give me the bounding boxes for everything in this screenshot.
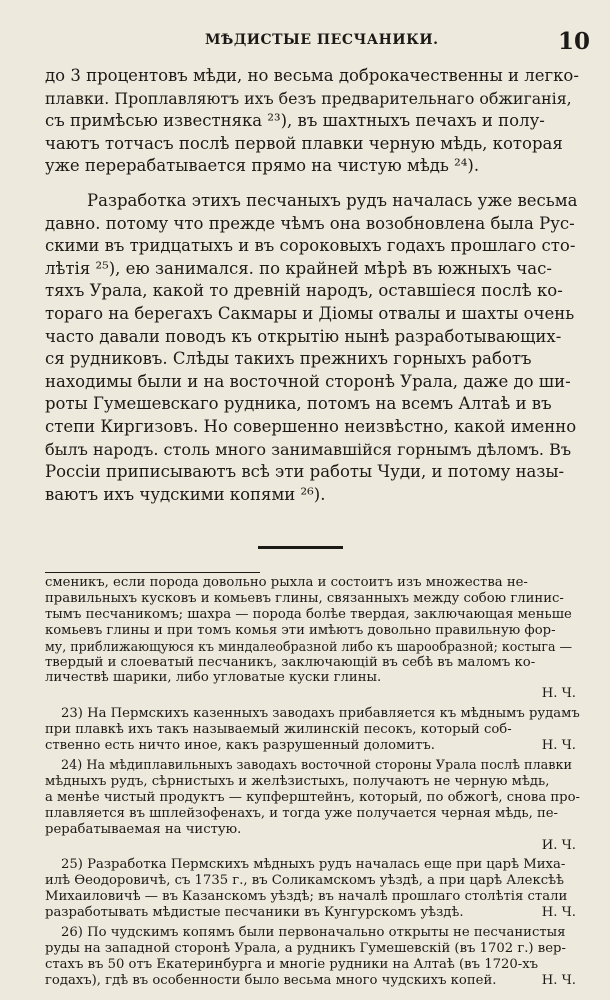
footnote-line: а менѣе чистый продуктъ — купферштейнъ, который, по обжогѣ, снова про- xyxy=(45,789,581,805)
text-line: находимы были и на восточной сторонѣ Урала, даже до ши- xyxy=(45,371,571,391)
footnote-text: разработывать мѣдистые песчаники въ Кунгурскомъ уѣздѣ. xyxy=(45,905,464,921)
text-line: ся рудниковъ. Слѣды такихъ прежнихъ горныхъ работъ xyxy=(45,349,532,369)
footnote-text: годахъ), гдѣ въ особенности было весьма много чудскихъ копей. xyxy=(45,972,497,988)
section-separator xyxy=(258,546,343,549)
text-line: былъ народъ. столь много занимавшійся горнымъ дѣломъ. Въ xyxy=(45,439,572,459)
footnote-signature: Н. Ч. xyxy=(541,972,576,988)
text-line: тораго на берегахъ Сакмары и Діомы отвалы и шахты очень xyxy=(45,303,575,323)
text-line: роты Гумешевскаго рудника, потомъ на всемъ Алтаѣ и въ xyxy=(45,394,552,414)
running-head xyxy=(0,28,610,54)
footnote xyxy=(45,857,580,921)
footnote xyxy=(45,758,580,853)
footnote xyxy=(45,925,580,989)
footnote-line: сменикъ, если порода довольно рыхла и состоитъ изъ множества не- xyxy=(45,575,528,590)
footnote xyxy=(45,706,580,754)
footnotes xyxy=(45,575,580,993)
paragraph xyxy=(45,190,580,506)
footnote-line: твердый и слоеватый песчаникъ, заключающій въ себѣ въ маломъ ко- xyxy=(45,654,536,670)
footnote-signature: И. Ч. xyxy=(541,837,576,853)
text-line: чаютъ тотчасъ послѣ первой плавки черную мѣдь, которая xyxy=(45,133,563,153)
footnote-line: 23) На Пермскихъ казенныхъ заводахъ прибавляется къ мѣднымъ рудамъ xyxy=(61,706,580,722)
footnote-line: му, приближающуюся къ миндалеобразной либо къ шарообразной; костыга — xyxy=(45,638,573,654)
text-line: давно. потому что прежде чѣмъ она возобновлена была Рус- xyxy=(45,213,575,233)
footnote-line: Михаиловичѣ — въ Казанскомъ уѣздѣ; въ началѣ прошлаго столѣтія стали xyxy=(45,889,568,905)
text-line: степи Киргизовъ. Но совершенно неизвѣстно, какой именно xyxy=(45,416,577,436)
footnote-line: при плавкѣ ихъ такъ называемый жилинскій песокъ, который соб- xyxy=(45,722,512,738)
text-line: ваютъ ихъ чудскими копями ²⁶). xyxy=(45,484,326,504)
footnote-signature: Н. Ч. xyxy=(541,738,576,754)
running-title: МѢДИСТЫЕ ПЕСЧАНИКИ. xyxy=(205,32,439,48)
footnote-line: тымъ песчаникомъ; шахра — порода болѣе твердая, заключающая меньше xyxy=(45,606,572,622)
paragraph xyxy=(45,65,580,178)
footnote-line: плавляется въ шплейзофенахъ, и тогда уже получается черная мѣдь, пе- xyxy=(45,805,558,821)
text-line: скими въ тридцатыхъ и въ сороковыхъ годахъ прошлаго сто- xyxy=(45,236,576,256)
footnote-line: 25) Разработка Пермскихъ мѣдныхъ рудъ началась еще при царѣ Миха- xyxy=(61,857,566,873)
text-line: до 3 процентовъ мѣди, но весьма доброкачественны и легко- xyxy=(45,66,579,85)
footnote-line: личествѣ шарики, либо угловатые куски глины. xyxy=(45,670,382,686)
text-line: тяхъ Урала, какой то древній народъ, оставшіеся послѣ ко- xyxy=(45,281,563,301)
text-line: Россіи приписываютъ всѣ эти работы Чуди, и потому назы- xyxy=(45,462,565,482)
footnote-line: руды на западной сторонѣ Урала, а рудникъ Гумешевскій (въ 1702 г.) вер- xyxy=(45,940,566,956)
footnote-line: рерабатываемая на чистую. xyxy=(45,821,242,837)
text-line: уже перерабатывается прямо на чистую мѣдь ²⁴). xyxy=(45,156,480,176)
text-line: плавки. Проплавляютъ ихъ безъ предварительнаго обжиганія, xyxy=(45,88,572,108)
text-line: лѣтія ²⁵), ею занимался. по крайней мѣрѣ въ южныхъ час- xyxy=(45,258,552,278)
text-line: Разработка этихъ песчаныхъ рудъ началась уже весьма xyxy=(87,190,578,210)
footnote-line: илѣ Ѳеодоровичѣ, съ 1735 г., въ Соликамскомъ уѣздѣ, а при царѣ Алексѣѣ xyxy=(45,873,565,889)
text-line: часто давали поводъ къ открытію нынѣ разработывающих- xyxy=(45,326,562,346)
footnote-signature: Н. Ч. xyxy=(541,905,576,921)
footnote-line: комьевъ глины и при томъ комья эти имѣютъ довольно правильную фор- xyxy=(45,622,556,638)
footnote-line: мѣдныхъ рудъ, сѣрнистыхъ и желѣзистыхъ, получаютъ не черную мѣдь, xyxy=(45,773,550,789)
footnote-line: 24) На мѣдиплавильныхъ заводахъ восточной стороны Урала послѣ плавки xyxy=(61,757,573,773)
footnote xyxy=(45,575,580,702)
footnote-line: 26) По чудскимъ копямъ были первоначально открыты не песчанистыя xyxy=(61,925,566,941)
footnote-line: правильныхъ кусковъ и комьевъ глины, связанныхъ между собою глинис- xyxy=(45,590,564,606)
footnote-text: ственно есть ничто иное, какъ разрушенный доломитъ. xyxy=(45,738,435,754)
footnote-line xyxy=(45,738,580,754)
footnote-line: стахъ въ 50 отъ Екатеринбурга и многіе рудники на Алтаѣ (въ 1720-хъ xyxy=(45,956,539,972)
main-text xyxy=(45,65,580,506)
footnote-rule xyxy=(45,572,260,573)
footnote-line xyxy=(45,973,580,989)
page-number: 10 xyxy=(558,28,591,55)
text-line: съ примѣсью известняка ²³), въ шахтныхъ печахъ и полу- xyxy=(45,111,545,131)
footnote-signature: Н. Ч. xyxy=(541,686,576,702)
footnote-line xyxy=(45,905,580,921)
